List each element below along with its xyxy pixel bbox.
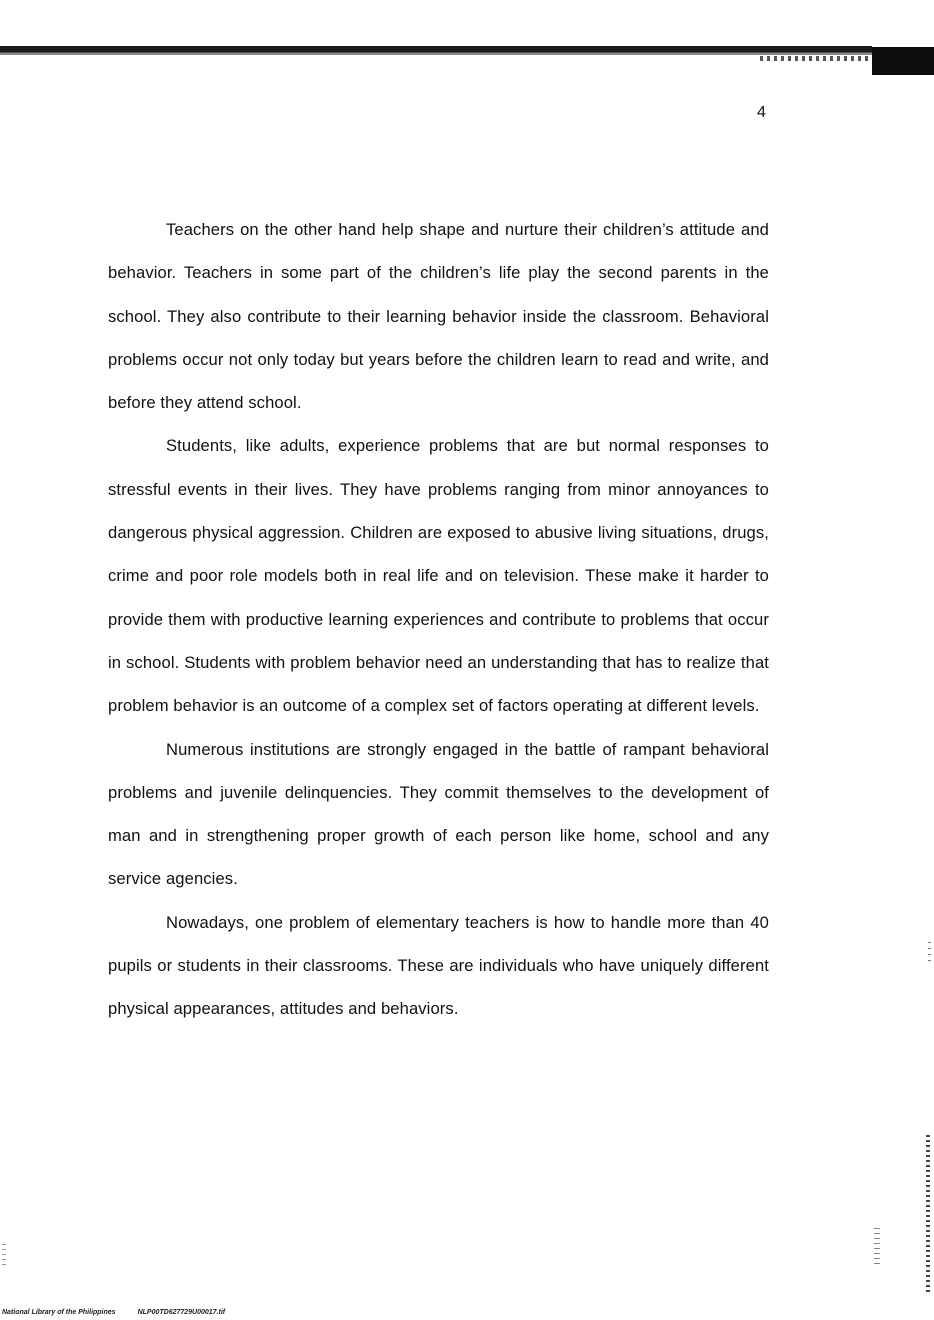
footer-library-name: National Library of the Philippines xyxy=(2,1309,116,1316)
scan-footer xyxy=(2,1308,225,1317)
paragraph-1: Teachers on the other hand help shape and nurture their children’s attitude and behavior. Teachers in some part of the children’s life play the second parents in the school. They also contribute to their learning behavior inside the classroom. Behavioral problems occur not only today but years before the children learn to read and write, and before they attend school. xyxy=(108,220,769,413)
footer-file-id: NLP00TD627729U00017.tif xyxy=(137,1309,226,1316)
paragraph-2: Students, like adults, experience problems that are but normal responses to stressful events in their lives. They have problems ranging from minor annoyances to dangerous physical aggression. Children are exposed to abusive living situations, drugs, crime and poor role models both in real life and on television. These make it harder to provide them with productive learning experiences and contribute to problems that occur in school. Students with problem behavior need an understanding that has to realize that problem behavior is an outcome of a complex set of factors operating at different levels. xyxy=(108,436,769,716)
scan-edge-marks-left xyxy=(2,1244,6,1266)
scan-edge-marks-middle xyxy=(928,942,931,966)
document-body xyxy=(108,208,769,1031)
paragraph-4: Nowadays, one problem of elementary teachers is how to handle more than 40 pupils or students in their classrooms. These are individuals who have uniquely different physical appearances, attitudes and behaviors. xyxy=(108,912,769,1019)
scan-edge-marks-right xyxy=(926,1135,930,1295)
scan-border-noise xyxy=(760,56,872,61)
page-number: 4 xyxy=(757,104,766,121)
paragraph-3: Numerous institutions are strongly engaged in the battle of rampant behavioral problems and juvenile delinquencies. They commit themselves to the development of man and in strengthening proper growth of each person like home, school and any service agencies. xyxy=(108,739,769,889)
scan-border-top xyxy=(0,46,872,58)
scan-edge-marks-inner xyxy=(874,1228,880,1264)
scan-corner-block xyxy=(872,47,934,75)
